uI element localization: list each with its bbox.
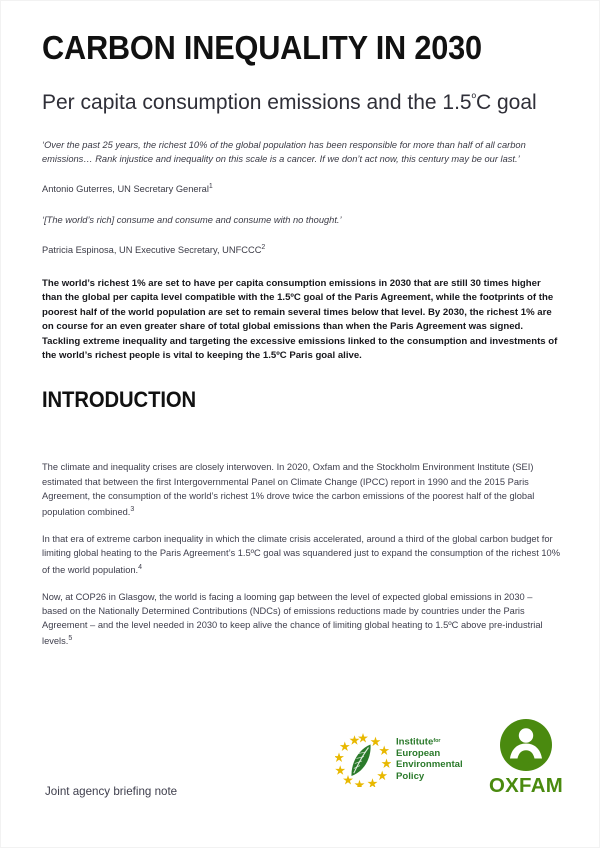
executive-summary: The world’s richest 1% are set to have per capita consumption emissions in 2030 that are still 30 times higher than the global per capita level compatible with the 1.5ºC goal of the Paris Agreement, while the footprints of the poorest half of the world population are set to remain several times below that level. By 2030, the richest 1% are on course for an even greater share of total global emissions than when the Paris Agreement was signed. Tackling extreme inequality and targeting the excessive emissions linked to the consumption and investments of the world’s richest people is vital to keeping the 1.5ºC Paris goal alive. — [42, 277, 558, 361]
subtitle-tail-text: C goal — [475, 91, 537, 114]
introduction-body — [42, 413, 560, 648]
logo-row — [335, 719, 567, 807]
quote-attribution-2-text: Patricia Espinosa, UN Executive Secretary, UNFCCC — [42, 245, 262, 256]
body-paragraph-3 — [42, 590, 560, 649]
ieep-line-2: European — [396, 747, 441, 759]
quote-attribution-1 — [42, 166, 560, 197]
section-heading-introduction: INTRODUCTION — [42, 387, 197, 413]
footnote-marker-1: 1 — [208, 183, 213, 191]
pull-quote-2: ‘[The world’s rich] consume and consume and consume with no thought.’ — [42, 214, 342, 225]
ieep-line-3: Environmental — [396, 759, 463, 771]
ieep-line-1-main: Institute — [396, 736, 434, 748]
quote-attribution-1-text: Antonio Guterres, UN Secretary General — [42, 184, 209, 195]
subtitle-main-text: Per capita consumption emissions and the 1.5 — [42, 91, 472, 114]
ieep-line-4: Policy — [396, 770, 425, 782]
body-paragraph-1 — [42, 460, 560, 519]
pull-quote-1: ‘Over the past 25 years, the richest 10% of the global population has been responsible for more than half of all carbon emissions… Rank injustice and inequality on this scale is a cancer. If we don’t act now, this century may be our last.’ — [42, 140, 526, 164]
page-title: CARBON INEQUALITY IN 2030 — [42, 29, 482, 66]
ieep-line-1 — [396, 736, 463, 748]
oxfam-logo — [485, 719, 567, 797]
document-content — [42, 1, 560, 649]
oxfam-wordmark: OXFAM — [488, 775, 564, 797]
footer-note: Joint agency briefing note — [45, 785, 178, 798]
quote-attribution-2 — [42, 227, 560, 258]
body-paragraph-2-text: In that era of extreme carbon inequality in which the climate crisis accelerated, around a third of the global carbon budget for limiting global heating to the Paris Agreement’s 1.5ºC goal was squandered just to expand the consumption of the richest 10% of the world population. — [42, 534, 560, 575]
subtitle-degree-symbol: º — [471, 91, 476, 105]
ieep-leaf-stars-icon — [335, 731, 391, 787]
body-paragraph-3-text: Now, at COP26 in Glasgow, the world is facing a looming gap between the level of expected global emissions in 2030 – based on the Nationally Determined Contributions (NDCs) of emissions reductions made by countries under the Paris Agreement – and the level needed in 2030 to keep alive the chance of limiting global heating to 1.5ºC above pre-industrial levels. — [42, 591, 543, 647]
footnote-marker-5: 5 — [68, 635, 73, 643]
ieep-wordmark — [396, 736, 463, 782]
body-paragraph-2 — [42, 532, 560, 577]
body-paragraph-1-text: The climate and inequality crises are closely interwoven. In 2020, Oxfam and the Stockholm Environment Institute (SEI) estimated that between the first Intergovernmental Panel on Climate Change (IPCC) report in 1990 and the 2015 Paris Agreement, the consumption of the world’s richest 1% drove twice the carbon emissions of the poorest half of the global population combined. — [42, 462, 535, 518]
ieep-line-1-small: for — [433, 737, 441, 744]
footnote-marker-4: 4 — [138, 563, 143, 571]
ieep-logo — [335, 731, 463, 787]
oxfam-person-icon — [500, 719, 552, 771]
footnote-marker-2: 2 — [261, 244, 266, 252]
page-subtitle — [42, 67, 542, 116]
footnote-marker-3: 3 — [130, 506, 135, 514]
